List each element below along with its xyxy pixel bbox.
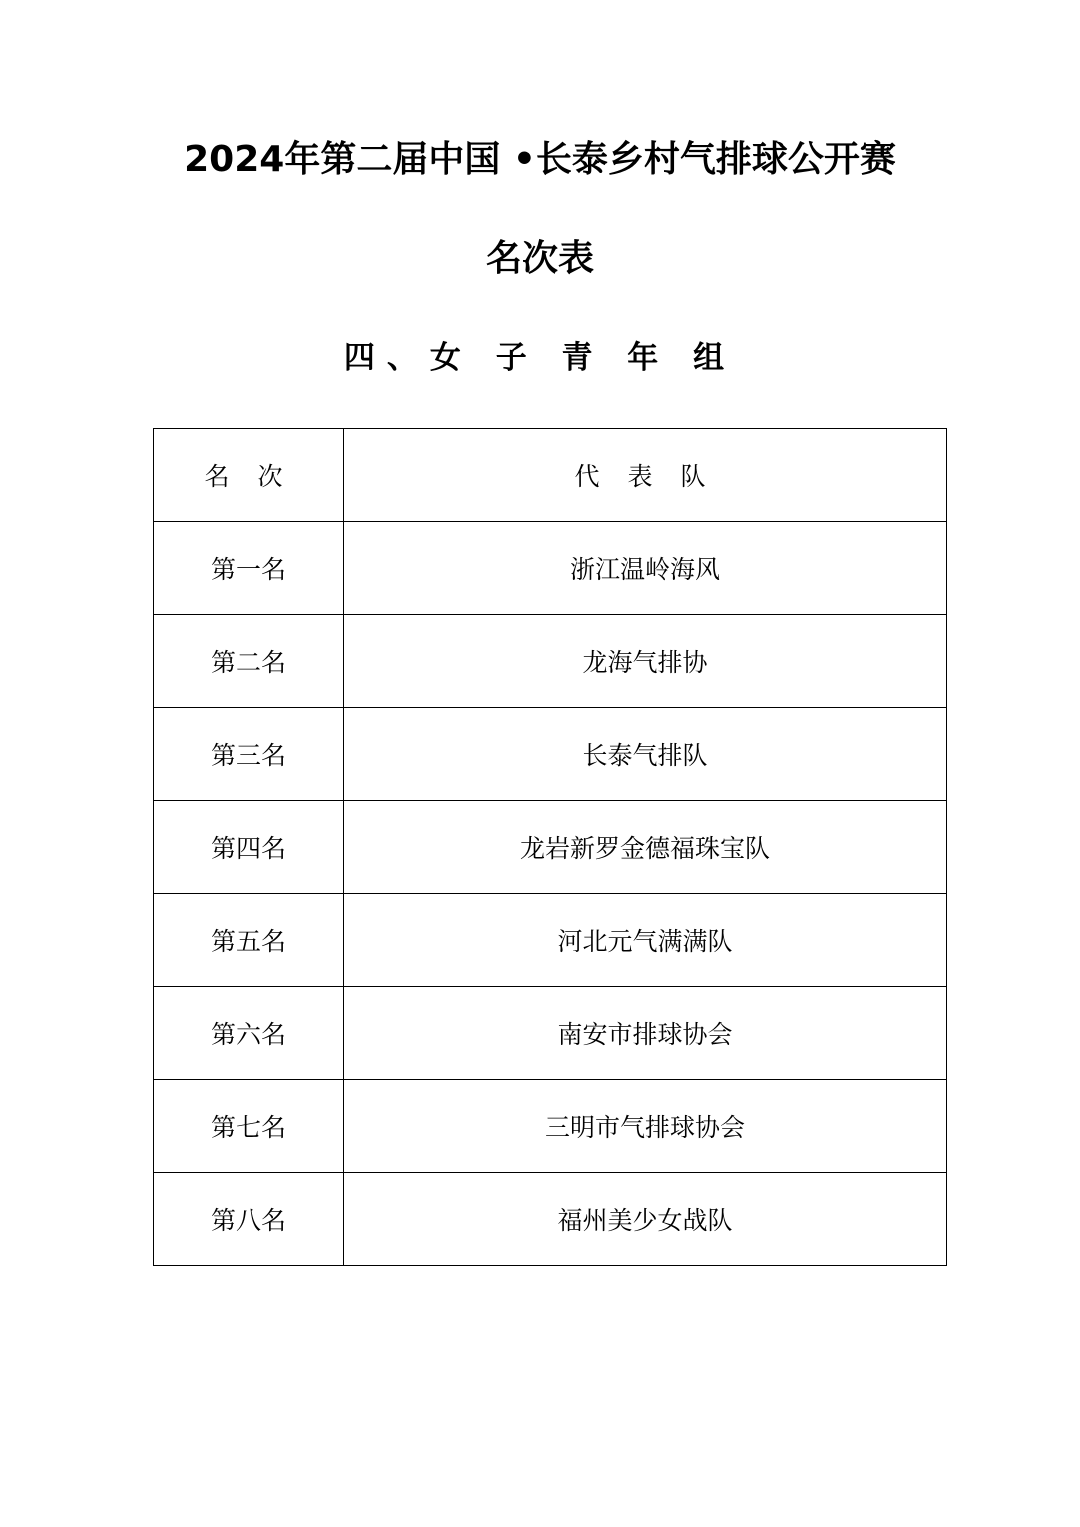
table-row xyxy=(154,615,947,708)
team-cell: 龙海气排协 xyxy=(344,615,947,708)
rank-cell: 第一名 xyxy=(154,522,344,615)
header-team: 代 表 队 xyxy=(344,429,947,522)
team-cell: 南安市排球协会 xyxy=(344,987,947,1080)
team-cell: 三明市气排球协会 xyxy=(344,1080,947,1173)
document-title: 2024年第二届中国 •长泰乡村气排球公开赛 xyxy=(184,139,896,180)
team-cell: 河北元气满满队 xyxy=(344,894,947,987)
table-row xyxy=(154,1080,947,1173)
group-heading: 四、女 子 青 年 组 xyxy=(343,340,737,376)
rank-cell: 第七名 xyxy=(154,1080,344,1173)
team-cell: 龙岩新罗金德福珠宝队 xyxy=(344,801,947,894)
table-row xyxy=(154,987,947,1080)
ranking-table xyxy=(153,428,947,1266)
rank-cell: 第八名 xyxy=(154,1173,344,1266)
team-cell: 福州美少女战队 xyxy=(344,1173,947,1266)
table-row xyxy=(154,1173,947,1266)
table-header-row xyxy=(154,429,947,522)
header-rank: 名 次 xyxy=(154,429,344,522)
document-subtitle: 名次表 xyxy=(485,238,594,279)
table-row xyxy=(154,801,947,894)
team-cell: 长泰气排队 xyxy=(344,708,947,801)
table-row xyxy=(154,522,947,615)
rank-cell: 第三名 xyxy=(154,708,344,801)
rank-cell: 第五名 xyxy=(154,894,344,987)
table-row xyxy=(154,708,947,801)
rank-cell: 第四名 xyxy=(154,801,344,894)
team-cell: 浙江温岭海风 xyxy=(344,522,947,615)
rank-cell: 第六名 xyxy=(154,987,344,1080)
table-row xyxy=(154,894,947,987)
rank-cell: 第二名 xyxy=(154,615,344,708)
